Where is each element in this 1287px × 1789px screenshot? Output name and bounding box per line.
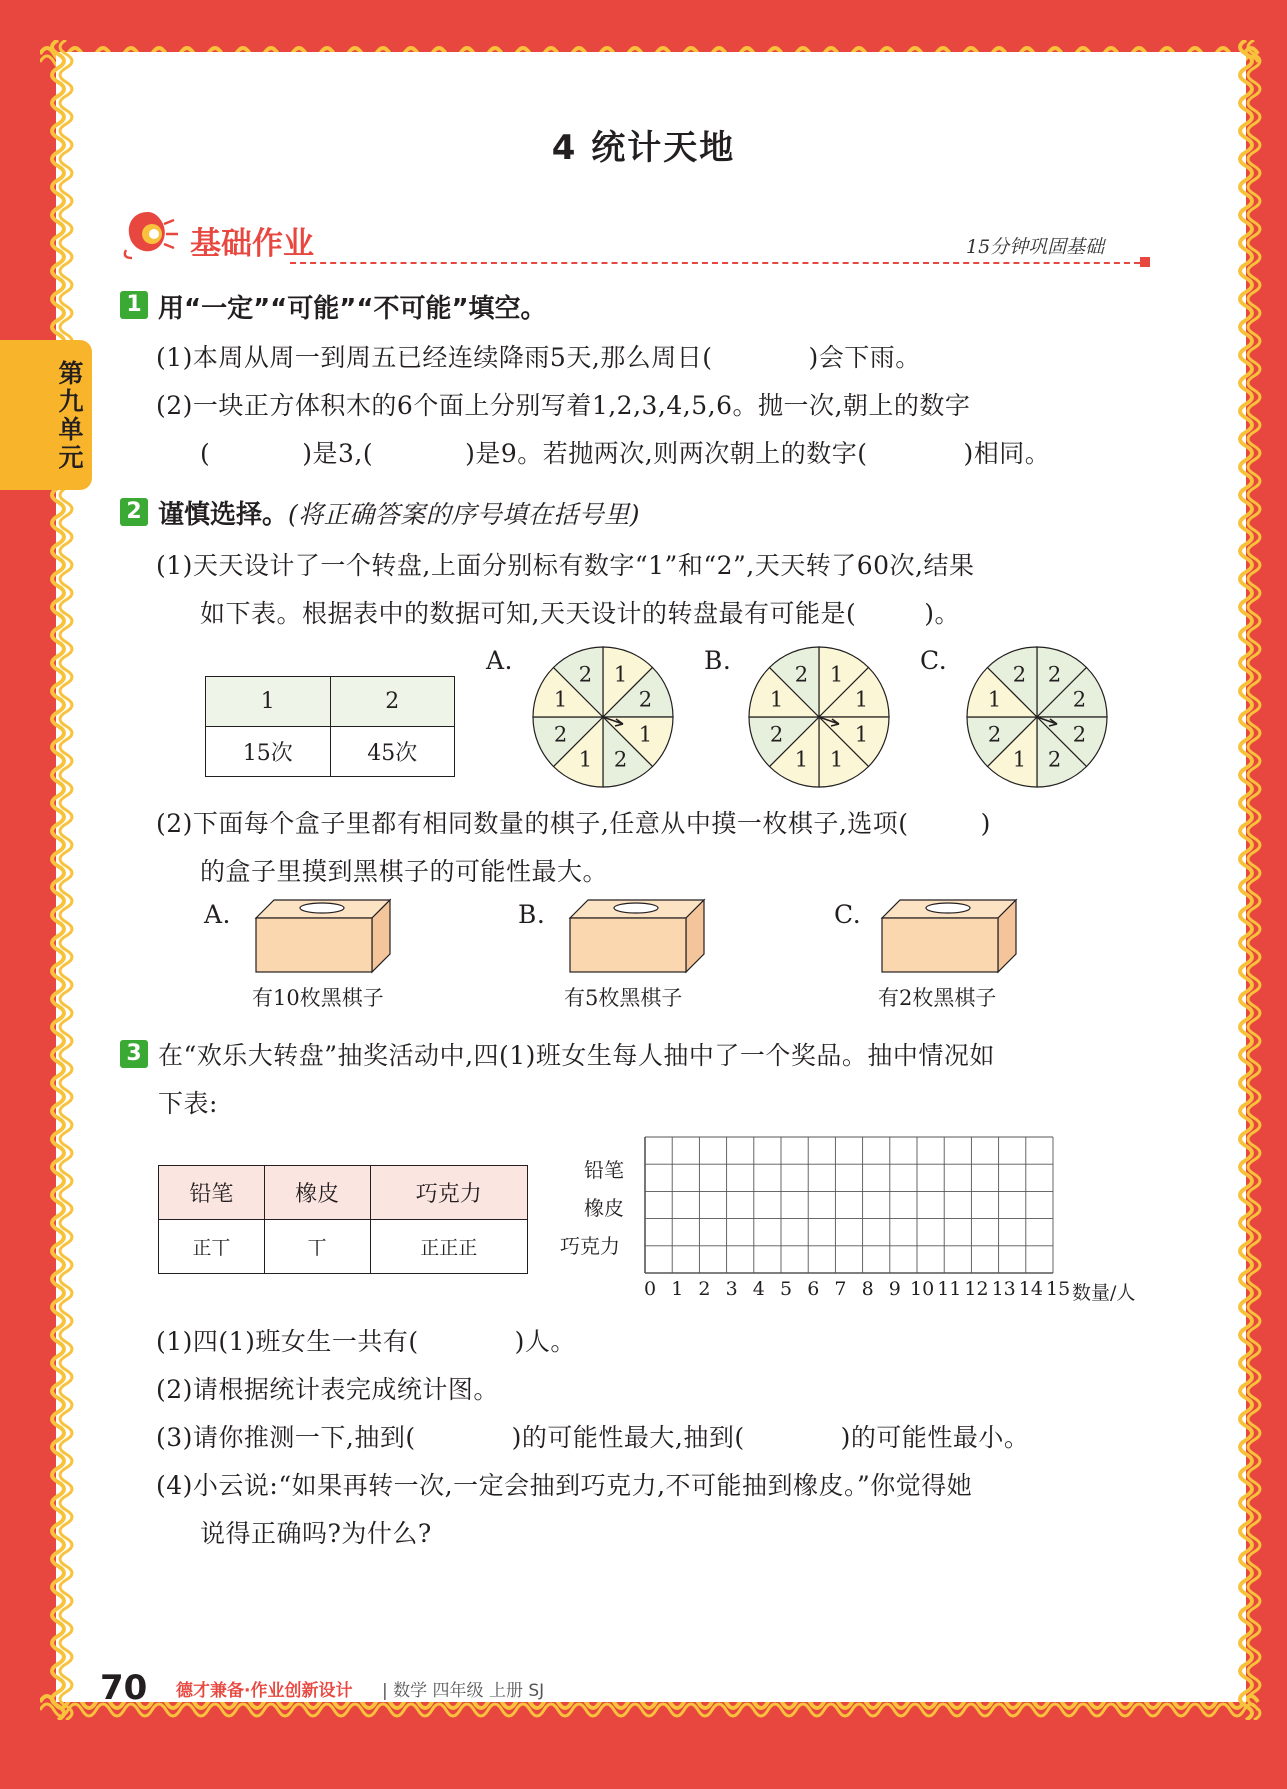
axis-tick-label: 11	[937, 1278, 962, 1300]
question-3-intro: 在“欢乐大转盘”抽奖活动中,四(1)班女生每人抽中了一个奖品。抽中情况如	[158, 1041, 995, 1070]
wave-border-left	[40, 40, 76, 1720]
question-number-2: 2	[120, 498, 148, 526]
spinner-sector-label: 1	[854, 687, 869, 712]
question-3-item-3: (3)请你推测一下,抽到( )的可能性最大,抽到( )的可能性最小。	[156, 1423, 1030, 1452]
option-c-label: C.	[920, 646, 948, 675]
axis-tick-label: 0	[644, 1278, 657, 1300]
question-number-1: 1	[120, 291, 148, 319]
question-1-item-1: (1)本周从周一到周五已经连续降雨5天,那么周日( )会下雨。	[156, 343, 921, 372]
grid-row-label: 橡皮	[584, 1196, 624, 1220]
spinner-sector-label: 1	[613, 662, 628, 687]
spinner-sector-label: 2	[1012, 662, 1027, 687]
spinner-result-table	[205, 676, 455, 777]
axis-tick-label: 8	[861, 1278, 874, 1300]
tally-cell: 正正正	[370, 1220, 527, 1274]
grid-axis-ticks	[634, 1278, 1154, 1304]
tally-cell: 丅	[264, 1220, 370, 1274]
box-option-b-caption: 有5枚黑棋子	[564, 986, 683, 1010]
option-a-label: A.	[486, 646, 514, 675]
box-icon	[568, 896, 708, 976]
axis-tick-label: 13	[991, 1278, 1016, 1300]
question-number-3: 3	[120, 1040, 148, 1068]
table-header-cell: 2	[330, 677, 455, 727]
footer-brand: 德才兼备·作业创新设计	[176, 1681, 353, 1701]
box-icon	[254, 896, 394, 976]
axis-tick-label: 7	[834, 1278, 847, 1300]
axis-tick-label: 2	[698, 1278, 711, 1300]
box-option-c-caption: 有2枚黑棋子	[878, 986, 997, 1010]
axis-tick-label: 15	[1046, 1278, 1071, 1300]
table-header-cell: 铅笔	[159, 1166, 265, 1220]
table-cell: 45次	[330, 727, 455, 777]
spinner-sector-label: 1	[829, 747, 844, 772]
spinner-sector-label: 1	[829, 662, 844, 687]
spinner-sector-label: 2	[578, 662, 593, 687]
question-2-item-2: (2)下面每个盒子里都有相同数量的棋子,任意从中摸一枚棋子,选项( )	[156, 809, 991, 838]
question-1-item-2: (2)一块正方体积木的6个面上分别写着1,2,3,4,5,6。抛一次,朝上的数字	[156, 391, 971, 420]
axis-tick-label: 1	[671, 1278, 684, 1300]
spinner-sector-label: 1	[794, 747, 809, 772]
question-2-item-1: (1)天天设计了一个转盘,上面分别标有数字“1”和“2”,天天转了60次,结果	[156, 551, 975, 580]
prize-tally-table	[158, 1165, 528, 1274]
question-3-item-4-cont: 说得正确吗?为什么?	[200, 1519, 432, 1548]
axis-tick-label: 10	[910, 1278, 935, 1300]
spinner-sector-label: 1	[638, 722, 653, 747]
spinner-sector-label: 2	[638, 687, 653, 712]
tally-cell: 正丅	[159, 1220, 265, 1274]
spinner-sector-label: 2	[1072, 687, 1087, 712]
unit-side-tab-label: 第九单元	[58, 359, 84, 472]
spinner-wheel-a[interactable]	[530, 644, 676, 790]
table-cell: 15次	[206, 727, 331, 777]
question-2-item-2-cont: 的盒子里摸到黑棋子的可能性最大。	[200, 857, 609, 886]
spinner-sector-label: 2	[553, 722, 568, 747]
option-b-label: B.	[704, 646, 732, 675]
spinner-sector-label: 2	[769, 722, 784, 747]
spinner-sector-label: 1	[553, 687, 568, 712]
spinner-wheel-b[interactable]	[746, 644, 892, 790]
spinner-sector-label: 1	[769, 687, 784, 712]
axis-tick-label: 5	[780, 1278, 793, 1300]
spinner-sector-label: 2	[794, 662, 809, 687]
spinner-sector-label: 2	[1047, 747, 1062, 772]
table-header-cell: 巧克力	[370, 1166, 527, 1220]
box-icon	[880, 896, 1020, 976]
axis-tick-label: 12	[964, 1278, 989, 1300]
section-divider	[290, 262, 1140, 264]
footer-book-info: | 数学 四年级 上册 SJ	[382, 1681, 545, 1701]
box-option-b-label: B.	[518, 900, 546, 929]
page-number: 70	[100, 1668, 148, 1708]
lantern-icon	[118, 206, 182, 262]
grid-row-label: 巧克力	[560, 1234, 620, 1258]
spinner-sector-label: 1	[854, 722, 869, 747]
question-2-heading: 谨慎选择。(将正确答案的序号填在括号里)	[158, 500, 641, 530]
axis-tick-label: 14	[1018, 1278, 1043, 1300]
spinner-sector-label: 2	[1047, 662, 1062, 687]
box-option-c-label: C.	[834, 900, 862, 929]
question-1-heading: 用“一定”“可能”“不可能”填空。	[158, 294, 547, 324]
question-3-intro-cont: 下表:	[158, 1089, 218, 1118]
table-header-cell: 橡皮	[264, 1166, 370, 1220]
table-header-cell: 1	[206, 677, 331, 727]
grid-row-label: 铅笔	[584, 1158, 624, 1182]
bar-chart-grid[interactable]	[644, 1136, 1054, 1274]
page-title: 4 统计天地	[551, 128, 736, 168]
spinner-sector-label: 2	[987, 722, 1002, 747]
question-3-item-2: (2)请根据统计表完成统计图。	[156, 1375, 499, 1404]
axis-tick-label: 9	[888, 1278, 901, 1300]
section-subtitle: 15分钟巩固基础	[966, 236, 1105, 258]
box-option-a-label: A.	[204, 900, 232, 929]
axis-tick-label: 3	[725, 1278, 738, 1300]
spinner-sector-label: 1	[578, 747, 593, 772]
question-2-item-1-cont: 如下表。根据表中的数据可知,天天设计的转盘最有可能是( )。	[200, 599, 960, 628]
section-divider-end	[1140, 257, 1150, 267]
spinner-wheel-c[interactable]	[964, 644, 1110, 790]
axis-unit-label: 数量/人	[1072, 1282, 1136, 1304]
spinner-sector-label: 1	[1012, 747, 1027, 772]
question-1-item-2-cont: ( )是3,( )是9。若抛两次,则两次朝上的数字( )相同。	[200, 439, 1051, 468]
spinner-sector-label: 2	[613, 747, 628, 772]
question-3-item-1: (1)四(1)班女生一共有( )人。	[156, 1327, 576, 1356]
axis-tick-label: 4	[752, 1278, 765, 1300]
question-3-item-4: (4)小云说:“如果再转一次,一定会抽到巧克力,不可能抽到橡皮。”你觉得她	[156, 1471, 973, 1500]
spinner-sector-label: 2	[1072, 722, 1087, 747]
axis-tick-label: 6	[807, 1278, 820, 1300]
box-option-a-caption: 有10枚黑棋子	[252, 986, 384, 1010]
section-title: 基础作业	[190, 226, 314, 262]
spinner-sector-label: 1	[987, 687, 1002, 712]
wave-border-right	[1236, 40, 1272, 1720]
